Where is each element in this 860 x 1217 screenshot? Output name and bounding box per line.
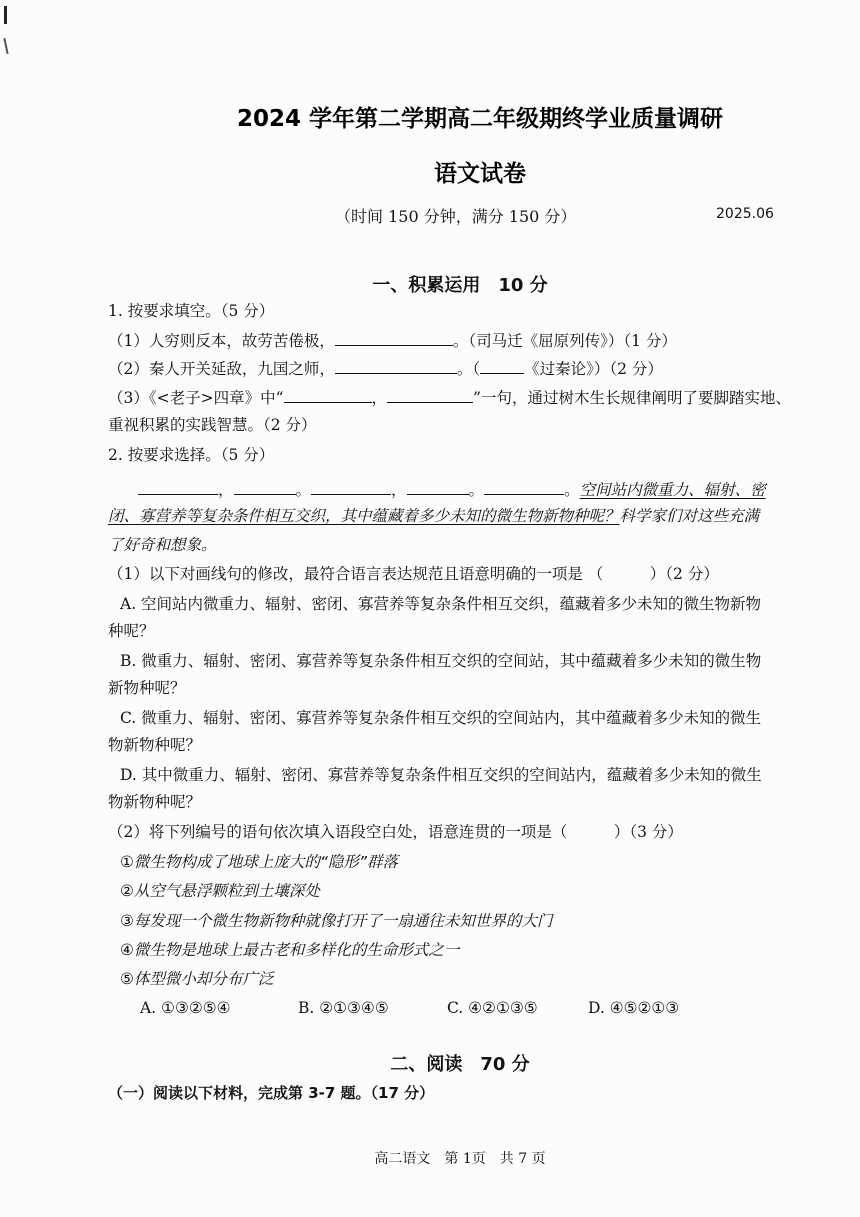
q1-part1: [108, 329, 677, 352]
q1-part1-source: 。（司马迁《屈原列传》）（1 分）: [452, 332, 677, 350]
answer-blank: [387, 386, 473, 403]
answer-blank: [284, 386, 372, 403]
q2-passage-line1: [138, 478, 766, 501]
choice-c: C. ④②①③⑤: [447, 999, 538, 1017]
choice-b: B. ②①③④⑤: [298, 999, 389, 1017]
answer-blank: [138, 478, 218, 495]
punct: ，: [218, 481, 234, 499]
q2-sub1-stem: （1）以下对画线句的修改，最符合语言表达规范且语意明确的一项是 （ ）（2 分）: [108, 565, 719, 583]
sentence-item-3: ③每发现一个微生物新物种就像打开了一扇通往未知世界的大门: [120, 912, 553, 930]
q1-part3-line2: 重视积累的实践智慧。（2 分）: [108, 416, 317, 434]
answer-blank: [311, 478, 391, 495]
sentence-item-2: ②从空气悬浮颗粒到土壤深处: [120, 882, 320, 900]
sentence-item-1: ①微生物构成了地球上庞大的“隐形”群落: [120, 853, 398, 871]
exam-title: 2024 学年第二学期高二年级期终学业质量调研: [236, 106, 724, 132]
time-info: （时间 150 分钟，满分 150 分）: [335, 207, 577, 226]
q1-part1-text: （1）人穷则反本，故劳苦倦极，: [108, 332, 335, 350]
q1-stem: 1. 按要求填空。（5 分）: [108, 302, 275, 320]
exam-date: 2025.06: [716, 206, 774, 222]
option-b: B. 微重力、辐射、密闭、寡营养等复杂条件相互交织的空间站，其中蕴藏着多少未知的微生物: [120, 652, 762, 670]
punct: 。: [295, 481, 312, 499]
q1-part3-comma: ，: [371, 389, 388, 407]
option-c: C. 微重力、辐射、密闭、寡营养等复杂条件相互交织的空间站内，其中蕴藏着多少未知的微生: [120, 709, 762, 727]
q2-passage-line3: 了好奇和想象。: [108, 536, 217, 554]
q1-part2: [108, 357, 663, 380]
q1-part3-text: （3）《<老子>四章》中“: [108, 389, 284, 407]
punct: 。: [564, 481, 580, 499]
q1-part2-source: 《过秦论》）（2 分）: [524, 360, 663, 378]
answer-blank: [234, 478, 296, 495]
punct: ，: [391, 481, 407, 499]
answer-blank: [407, 478, 469, 495]
scan-mark: [4, 6, 7, 24]
scan-mark: [3, 38, 8, 54]
q2-passage-line2: [108, 505, 759, 527]
underlined-sentence: 空间站内微重力、辐射、密: [579, 481, 766, 499]
underlined-sentence: 闭、寡营养等复杂条件相互交织，其中蕴藏着多少未知的微生物新物种呢？: [108, 507, 620, 525]
option-d-cont: 物新物种呢？: [108, 793, 202, 811]
q1-part2-mid: 。（: [456, 360, 481, 378]
option-d: D. 其中微重力、辐射、密闭、寡营养等复杂条件相互交织的空间站内，蕴藏着多少未知的微生: [120, 766, 762, 784]
section-title-1: 一、积累运用 10 分: [372, 275, 548, 296]
answer-blank: [335, 357, 457, 374]
punct: 。: [468, 481, 485, 499]
sentence-item-5: ⑤体型微小却分布广泛: [120, 970, 274, 988]
exam-subtitle: 语文试卷: [434, 161, 526, 187]
page-footer: 高二语文 第 1页 共 7 页: [374, 1151, 546, 1167]
option-c-cont: 物新物种呢？: [108, 736, 202, 754]
answer-blank: [484, 478, 564, 495]
q2-sub2-stem: （2）将下列编号的语句依次填入语段空白处，语意连贯的一项是（ ）（3 分）: [108, 823, 683, 841]
answer-blank: [480, 357, 524, 374]
q1-part3: [108, 386, 791, 409]
sentence-item-4: ④微生物是地球上最古老和多样化的生命形式之一: [120, 941, 460, 959]
q2-stem: 2. 按要求选择。（5 分）: [108, 446, 275, 464]
choice-d: D. ④⑤②①③: [588, 999, 680, 1017]
section-title-2: 二、阅读 70 分: [390, 1054, 530, 1075]
answer-blank: [335, 329, 453, 346]
passage-tail: 科学家们对这些充满: [619, 507, 760, 525]
option-a-cont: 种呢？: [108, 622, 155, 640]
q1-part3-post: ”一句，通过树木生长规律阐明了要脚踏实地、: [473, 389, 791, 407]
reading-stem: （一）阅读以下材料，完成第 3-7 题。（17 分）: [108, 1084, 435, 1102]
q1-part2-text: （2）秦人开关延敌，九国之师，: [108, 360, 335, 378]
choice-a: A. ①③②⑤④: [140, 999, 231, 1017]
option-b-cont: 新物种呢？: [108, 679, 186, 697]
option-a: A. 空间站内微重力、辐射、密闭、寡营养等复杂条件相互交织，蕴藏着多少未知的微生物新物: [120, 595, 762, 613]
